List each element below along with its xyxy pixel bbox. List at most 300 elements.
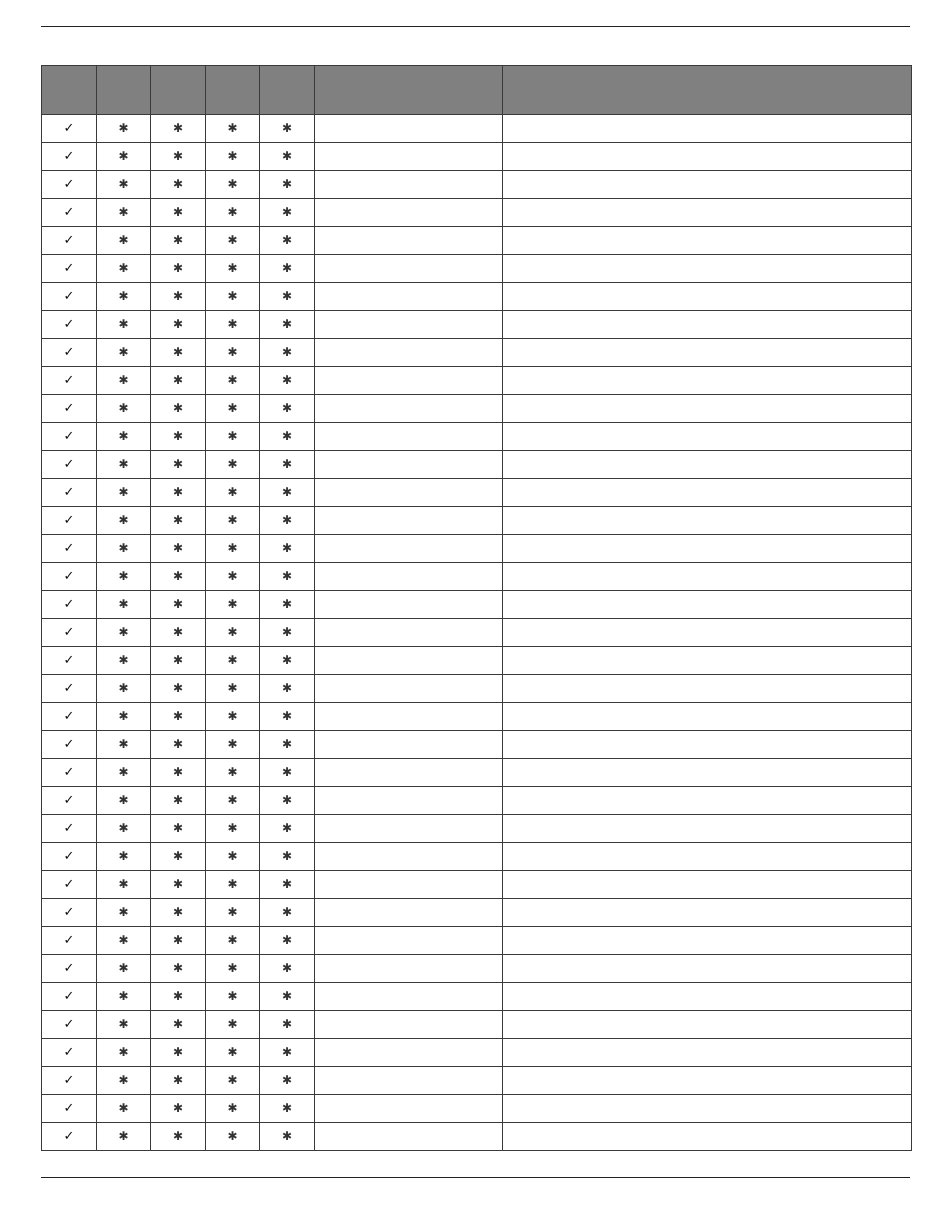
table-row [42, 871, 912, 899]
star-icon: ✱ [227, 961, 238, 975]
notes-cell [503, 591, 912, 619]
star-icon: ✱ [227, 345, 238, 359]
star-icon: ✱ [172, 765, 184, 779]
check-icon: ✓ [63, 345, 75, 360]
check-icon: ✓ [63, 429, 75, 444]
check-icon: ✓ [63, 289, 75, 304]
check-cell [42, 479, 97, 507]
table-row [42, 815, 912, 843]
star-icon: ✱ [281, 1073, 293, 1087]
mark-cell-2 [151, 703, 206, 731]
star-icon: ✱ [172, 233, 184, 247]
mark-cell-2 [151, 423, 206, 451]
mark-cell-3 [206, 451, 260, 479]
check-cell [42, 731, 97, 759]
mark-cell-4 [260, 927, 315, 955]
star-icon: ✱ [172, 121, 184, 135]
table-row [42, 451, 912, 479]
mark-cell-3 [206, 227, 260, 255]
table-header [42, 66, 912, 115]
mark-cell-4 [260, 591, 315, 619]
check-icon: ✓ [63, 905, 75, 920]
mark-cell-4 [260, 843, 315, 871]
notes-cell [503, 1011, 912, 1039]
star-icon: ✱ [118, 709, 129, 723]
table-row [42, 647, 912, 675]
notes-cell [503, 1123, 912, 1151]
mark-cell-2 [151, 619, 206, 647]
checklist-table [41, 65, 912, 1151]
name-cell [315, 815, 503, 843]
star-icon: ✱ [118, 233, 129, 247]
table-row [42, 395, 912, 423]
star-icon: ✱ [172, 401, 184, 415]
mark-cell-2 [151, 535, 206, 563]
name-cell [315, 983, 503, 1011]
star-icon: ✱ [281, 401, 293, 415]
star-icon: ✱ [281, 877, 293, 891]
notes-cell [503, 199, 912, 227]
star-icon: ✱ [281, 989, 293, 1003]
name-cell [315, 171, 503, 199]
mark-cell-2 [151, 731, 206, 759]
mark-cell-1 [97, 731, 151, 759]
check-icon: ✓ [63, 597, 75, 612]
header-cell-mark-3 [206, 66, 260, 115]
header-cell-mark-4 [260, 66, 315, 115]
mark-cell-1 [97, 759, 151, 787]
mark-cell-1 [97, 115, 151, 143]
check-cell [42, 507, 97, 535]
notes-cell [503, 507, 912, 535]
name-cell [315, 1067, 503, 1095]
star-icon: ✱ [172, 737, 184, 751]
notes-cell [503, 1095, 912, 1123]
mark-cell-1 [97, 199, 151, 227]
star-icon: ✱ [227, 849, 238, 863]
mark-cell-4 [260, 1011, 315, 1039]
notes-cell [503, 339, 912, 367]
table-row [42, 423, 912, 451]
star-icon: ✱ [172, 485, 184, 499]
mark-cell-4 [260, 171, 315, 199]
mark-cell-4 [260, 367, 315, 395]
name-cell [315, 843, 503, 871]
name-cell [315, 199, 503, 227]
check-cell [42, 339, 97, 367]
mark-cell-4 [260, 759, 315, 787]
mark-cell-1 [97, 395, 151, 423]
mark-cell-2 [151, 339, 206, 367]
mark-cell-3 [206, 955, 260, 983]
mark-cell-1 [97, 675, 151, 703]
table-row [42, 171, 912, 199]
mark-cell-3 [206, 703, 260, 731]
star-icon: ✱ [281, 737, 293, 751]
star-icon: ✱ [118, 989, 129, 1003]
star-icon: ✱ [118, 149, 129, 163]
star-icon: ✱ [118, 345, 129, 359]
mark-cell-1 [97, 451, 151, 479]
notes-cell [503, 283, 912, 311]
mark-cell-3 [206, 143, 260, 171]
notes-cell [503, 787, 912, 815]
star-icon: ✱ [227, 541, 238, 555]
check-cell [42, 619, 97, 647]
table-row [42, 703, 912, 731]
check-cell [42, 115, 97, 143]
check-cell [42, 1039, 97, 1067]
table-row [42, 339, 912, 367]
mark-cell-4 [260, 563, 315, 591]
table-row [42, 983, 912, 1011]
star-icon: ✱ [281, 485, 293, 499]
star-icon: ✱ [172, 261, 184, 275]
notes-cell [503, 255, 912, 283]
star-icon: ✱ [281, 905, 293, 919]
star-icon: ✱ [172, 457, 184, 471]
notes-cell [503, 815, 912, 843]
mark-cell-2 [151, 367, 206, 395]
mark-cell-3 [206, 871, 260, 899]
mark-cell-3 [206, 815, 260, 843]
mark-cell-1 [97, 1067, 151, 1095]
name-cell [315, 563, 503, 591]
name-cell [315, 283, 503, 311]
notes-cell [503, 675, 912, 703]
check-icon: ✓ [63, 821, 75, 836]
mark-cell-4 [260, 647, 315, 675]
notes-cell [503, 367, 912, 395]
star-icon: ✱ [281, 513, 293, 527]
notes-cell [503, 423, 912, 451]
header-cell-name [315, 66, 503, 115]
check-icon: ✓ [63, 177, 75, 192]
name-cell [315, 115, 503, 143]
check-cell [42, 1067, 97, 1095]
mark-cell-2 [151, 1095, 206, 1123]
mark-cell-3 [206, 843, 260, 871]
check-cell [42, 1011, 97, 1039]
mark-cell-4 [260, 395, 315, 423]
mark-cell-1 [97, 703, 151, 731]
mark-cell-3 [206, 507, 260, 535]
star-icon: ✱ [281, 765, 293, 779]
star-icon: ✱ [118, 1045, 129, 1059]
star-icon: ✱ [227, 821, 238, 835]
mark-cell-3 [206, 535, 260, 563]
mark-cell-2 [151, 451, 206, 479]
mark-cell-1 [97, 283, 151, 311]
name-cell [315, 787, 503, 815]
star-icon: ✱ [227, 1129, 238, 1143]
name-cell [315, 423, 503, 451]
star-icon: ✱ [118, 513, 129, 527]
star-icon: ✱ [227, 233, 238, 247]
check-icon: ✓ [63, 1045, 75, 1060]
header-row [42, 66, 912, 115]
star-icon: ✱ [227, 597, 238, 611]
star-icon: ✱ [172, 149, 184, 163]
mark-cell-4 [260, 143, 315, 171]
mark-cell-3 [206, 395, 260, 423]
star-icon: ✱ [281, 625, 293, 639]
star-icon: ✱ [172, 961, 184, 975]
star-icon: ✱ [227, 121, 238, 135]
check-icon: ✓ [63, 1073, 75, 1088]
mark-cell-1 [97, 563, 151, 591]
star-icon: ✱ [172, 1017, 184, 1031]
name-cell [315, 1011, 503, 1039]
name-cell [315, 871, 503, 899]
star-icon: ✱ [172, 345, 184, 359]
mark-cell-1 [97, 227, 151, 255]
name-cell [315, 339, 503, 367]
star-icon: ✱ [227, 261, 238, 275]
check-icon: ✓ [63, 205, 75, 220]
mark-cell-1 [97, 843, 151, 871]
star-icon: ✱ [172, 905, 184, 919]
name-cell [315, 703, 503, 731]
mark-cell-4 [260, 423, 315, 451]
star-icon: ✱ [227, 933, 238, 947]
mark-cell-3 [206, 759, 260, 787]
check-cell [42, 143, 97, 171]
check-cell [42, 983, 97, 1011]
check-cell [42, 1095, 97, 1123]
star-icon: ✱ [281, 653, 293, 667]
check-cell [42, 395, 97, 423]
mark-cell-3 [206, 591, 260, 619]
mark-cell-3 [206, 283, 260, 311]
name-cell [315, 731, 503, 759]
mark-cell-2 [151, 871, 206, 899]
star-icon: ✱ [227, 765, 238, 779]
check-icon: ✓ [63, 681, 75, 696]
notes-cell [503, 143, 912, 171]
check-icon: ✓ [63, 877, 75, 892]
star-icon: ✱ [118, 961, 129, 975]
mark-cell-1 [97, 1011, 151, 1039]
star-icon: ✱ [118, 1129, 129, 1143]
table-row [42, 367, 912, 395]
notes-cell [503, 731, 912, 759]
star-icon: ✱ [281, 541, 293, 555]
mark-cell-2 [151, 479, 206, 507]
check-cell [42, 703, 97, 731]
table-row [42, 927, 912, 955]
name-cell [315, 759, 503, 787]
table-row [42, 143, 912, 171]
mark-cell-2 [151, 115, 206, 143]
star-icon: ✱ [227, 625, 238, 639]
star-icon: ✱ [227, 793, 238, 807]
table-row [42, 619, 912, 647]
notes-cell [503, 759, 912, 787]
mark-cell-2 [151, 507, 206, 535]
mark-cell-1 [97, 647, 151, 675]
star-icon: ✱ [118, 653, 129, 667]
star-icon: ✱ [227, 317, 238, 331]
mark-cell-3 [206, 1067, 260, 1095]
star-icon: ✱ [227, 905, 238, 919]
check-cell [42, 647, 97, 675]
mark-cell-3 [206, 423, 260, 451]
notes-cell [503, 171, 912, 199]
star-icon: ✱ [118, 625, 129, 639]
table-row [42, 843, 912, 871]
check-cell [42, 227, 97, 255]
notes-cell [503, 451, 912, 479]
star-icon: ✱ [281, 793, 293, 807]
header-cell-check [42, 66, 97, 115]
star-icon: ✱ [227, 709, 238, 723]
star-icon: ✱ [172, 849, 184, 863]
mark-cell-4 [260, 451, 315, 479]
star-icon: ✱ [227, 429, 238, 443]
star-icon: ✱ [281, 849, 293, 863]
star-icon: ✱ [118, 541, 129, 555]
star-icon: ✱ [281, 373, 293, 387]
table-row [42, 1011, 912, 1039]
name-cell [315, 647, 503, 675]
star-icon: ✱ [281, 961, 293, 975]
mark-cell-3 [206, 983, 260, 1011]
mark-cell-2 [151, 1123, 206, 1151]
star-icon: ✱ [118, 793, 129, 807]
mark-cell-1 [97, 1123, 151, 1151]
check-icon: ✓ [63, 849, 75, 864]
name-cell [315, 535, 503, 563]
star-icon: ✱ [118, 177, 129, 191]
table-row [42, 563, 912, 591]
star-icon: ✱ [172, 681, 184, 695]
star-icon: ✱ [172, 793, 184, 807]
mark-cell-3 [206, 339, 260, 367]
check-icon: ✓ [63, 513, 75, 528]
mark-cell-4 [260, 311, 315, 339]
mark-cell-2 [151, 955, 206, 983]
table-row [42, 1039, 912, 1067]
check-icon: ✓ [63, 121, 75, 136]
table-row [42, 787, 912, 815]
table-row [42, 115, 912, 143]
mark-cell-3 [206, 787, 260, 815]
mark-cell-2 [151, 591, 206, 619]
mark-cell-1 [97, 619, 151, 647]
mark-cell-4 [260, 507, 315, 535]
star-icon: ✱ [227, 457, 238, 471]
notes-cell [503, 479, 912, 507]
star-icon: ✱ [118, 485, 129, 499]
notes-cell [503, 1067, 912, 1095]
star-icon: ✱ [172, 877, 184, 891]
table-row [42, 591, 912, 619]
check-icon: ✓ [63, 457, 75, 472]
mark-cell-1 [97, 339, 151, 367]
check-cell [42, 171, 97, 199]
star-icon: ✱ [227, 1073, 238, 1087]
star-icon: ✱ [172, 989, 184, 1003]
check-icon: ✓ [63, 709, 75, 724]
check-icon: ✓ [63, 541, 75, 556]
star-icon: ✱ [172, 1073, 184, 1087]
star-icon: ✱ [281, 933, 293, 947]
check-cell [42, 927, 97, 955]
notes-cell [503, 843, 912, 871]
table-row [42, 759, 912, 787]
table-row [42, 675, 912, 703]
mark-cell-3 [206, 1039, 260, 1067]
mark-cell-2 [151, 983, 206, 1011]
check-icon: ✓ [63, 625, 75, 640]
name-cell [315, 451, 503, 479]
star-icon: ✱ [227, 205, 238, 219]
mark-cell-4 [260, 675, 315, 703]
notes-cell [503, 115, 912, 143]
check-cell [42, 311, 97, 339]
mark-cell-4 [260, 871, 315, 899]
star-icon: ✱ [118, 429, 129, 443]
star-icon: ✱ [281, 149, 293, 163]
mark-cell-4 [260, 983, 315, 1011]
check-icon: ✓ [63, 401, 75, 416]
star-icon: ✱ [118, 373, 129, 387]
star-icon: ✱ [281, 205, 293, 219]
name-cell [315, 955, 503, 983]
notes-cell [503, 871, 912, 899]
notes-cell [503, 535, 912, 563]
name-cell [315, 479, 503, 507]
star-icon: ✱ [227, 989, 238, 1003]
top-rule [41, 26, 910, 27]
mark-cell-4 [260, 199, 315, 227]
mark-cell-4 [260, 1039, 315, 1067]
check-cell [42, 871, 97, 899]
mark-cell-4 [260, 1067, 315, 1095]
check-cell [42, 199, 97, 227]
mark-cell-3 [206, 255, 260, 283]
star-icon: ✱ [281, 569, 293, 583]
mark-cell-4 [260, 283, 315, 311]
mark-cell-1 [97, 1095, 151, 1123]
mark-cell-1 [97, 927, 151, 955]
star-icon: ✱ [172, 1101, 184, 1115]
mark-cell-2 [151, 199, 206, 227]
name-cell [315, 255, 503, 283]
name-cell [315, 927, 503, 955]
star-icon: ✱ [227, 737, 238, 751]
star-icon: ✱ [227, 681, 238, 695]
mark-cell-1 [97, 955, 151, 983]
star-icon: ✱ [172, 821, 184, 835]
notes-cell [503, 647, 912, 675]
star-icon: ✱ [172, 569, 184, 583]
name-cell [315, 1039, 503, 1067]
mark-cell-3 [206, 311, 260, 339]
mark-cell-3 [206, 1095, 260, 1123]
star-icon: ✱ [227, 569, 238, 583]
mark-cell-1 [97, 787, 151, 815]
check-cell [42, 283, 97, 311]
star-icon: ✱ [172, 289, 184, 303]
star-icon: ✱ [281, 1129, 293, 1143]
star-icon: ✱ [281, 345, 293, 359]
mark-cell-1 [97, 983, 151, 1011]
star-icon: ✱ [118, 737, 129, 751]
mark-cell-4 [260, 227, 315, 255]
check-cell [42, 759, 97, 787]
